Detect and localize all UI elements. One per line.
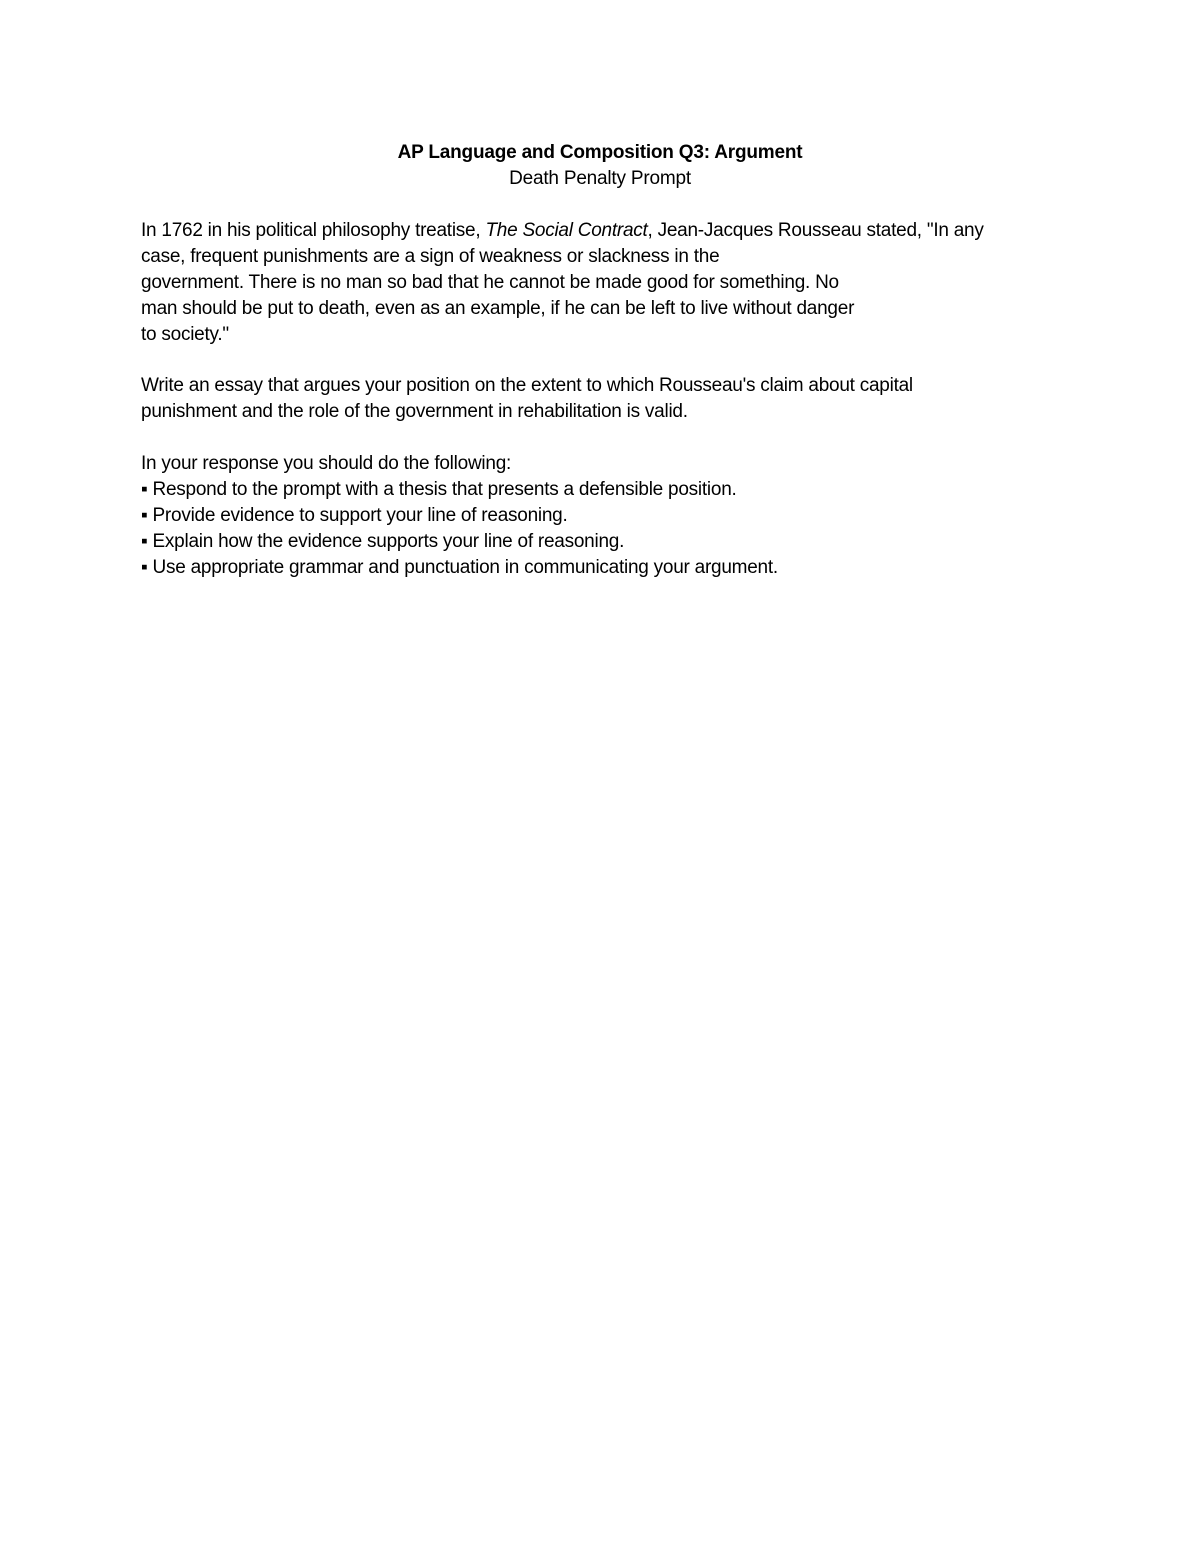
intro-line-3: government. There is no man so bad that he cannot be made good for something. No <box>141 272 839 293</box>
intro-line-5: to society." <box>141 324 229 345</box>
document-title: AP Language and Composition Q3: Argument <box>397 142 803 163</box>
list-item: ▪ Provide evidence to support your line of reasoning. <box>141 505 568 526</box>
intro-line-4: man should be put to death, even as an example, if he can be left to live without danger <box>141 298 855 319</box>
intro-paragraph <box>141 218 1081 348</box>
list-item: ▪ Respond to the prompt with a thesis that presents a defensible position. <box>141 479 737 500</box>
intro-line-1-end: , Jean-Jacques Rousseau stated, "In any <box>647 220 984 241</box>
document-subtitle: Death Penalty Prompt <box>509 168 691 189</box>
task-line-2: punishment and the role of the government in rehabilitation is valid. <box>141 401 688 422</box>
intro-line-2: case, frequent punishments are a sign of weakness or slackness in the <box>141 246 720 267</box>
list-item: ▪ Use appropriate grammar and punctuation in communicating your argument. <box>141 557 778 578</box>
intro-line-1-start: In 1762 in his political philosophy treatise, <box>141 220 486 241</box>
instructions-lead: In your response you should do the following: <box>141 453 512 474</box>
list-item: ▪ Explain how the evidence supports your line of reasoning. <box>141 531 625 552</box>
instructions-list <box>141 451 1081 581</box>
document-header <box>0 140 1200 192</box>
task-line-1: Write an essay that argues your position on the extent to which Rousseau's claim about capital <box>141 375 913 396</box>
task-paragraph <box>141 373 1081 425</box>
intro-line-1 <box>141 218 1081 244</box>
work-title: The Social Contract <box>485 220 648 241</box>
